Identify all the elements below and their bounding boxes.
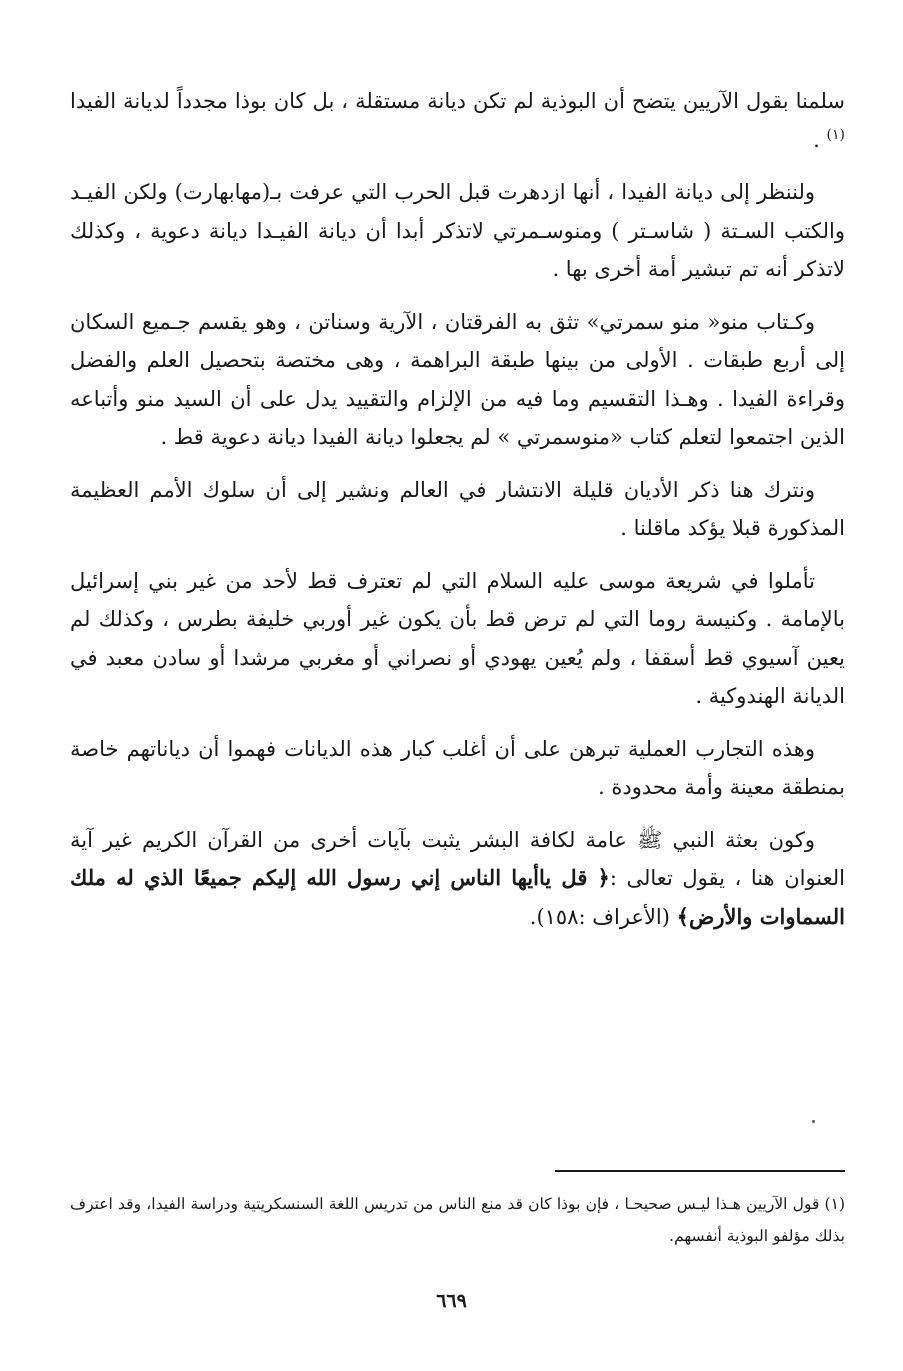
paragraph-3 <box>70 303 845 457</box>
footnote-1: (١) قول الآريين هـذا ليـس صحيحـا ، فإن بوذا كان قد منع الناس من تدريس اللغة السنسكريتية ودراسة الفيدا، وقد اعترف بذلك مؤلفو البوذية أنفسهم. <box>70 1195 845 1245</box>
body-text <box>70 82 845 950</box>
paragraph-7-text: وكون بعثة النبي ﷺ عامة لكافة البشر يثبت بآيات أخرى من القرآن الكريم غير آية العنوان هنا ، يقول تعالى : <box>70 827 845 890</box>
paragraph-5 <box>70 562 845 716</box>
paragraph-2-text: ولننظر إلى ديانة الفيدا ، أنها ازدهرت قبل الحرب التي عرفت بـ(مهابهارت) ولكن الفيـد والكتب السـتة ( شاسـتر ) ومنوسـمرتي لاتذكر أبدا أن ديانة الفيـدا ديانة دعوية ، وكذلك لاتذكر أنه تم تبشير أمة أخرى بها . <box>70 180 845 281</box>
verse-citation: (الأعراف :١٥٨). <box>529 904 677 929</box>
paragraph-2 <box>70 173 845 289</box>
paragraph-1-end: . <box>813 127 827 152</box>
quran-verse: ﴿ قل ياأيها الناس إني رسول الله إليكم جميعًا الذي له ملك السماوات والأرض﴾ <box>70 865 845 929</box>
footnotes <box>70 1188 845 1252</box>
footnote-separator <box>555 1170 845 1172</box>
paragraph-5-text: تأملوا في شريعة موسى عليه السلام التي لم تعترف قط لأحد من غير بني إسرائيل بالإمامة . وكنيسة روما التي لم ترض قط بأن يكون غير أوربي خليفة بطرس ، وكذلك لم يعين آسيوي قط أسقفا ، ولم يُعين يهودي أو نصراني أو مغربي مرشدا أو سادن معبد في الديانة الهندوكية . <box>70 568 845 708</box>
scan-speck <box>812 1120 815 1123</box>
paragraph-1 <box>70 82 845 159</box>
paragraph-7 <box>70 821 845 937</box>
page-number: ٦٦٩ <box>436 1290 467 1312</box>
paragraph-4-text: ونترك هنا ذكر الأديان قليلة الانتشار في العالم ونشير إلى أن سلوك الأمم العظيمة المذكورة قبلا يؤكد ماقلنا . <box>70 477 845 540</box>
paragraph-6-text: وهذه التجارب العملية تبرهن على أن أغلب كبار هذه الديانات فهموا أن دياناتهم خاصة بمنطقة معينة وأمة محدودة . <box>70 736 845 799</box>
paragraph-1-text: سلمنا بقول الآريين يتضح أن البوذية لم تكن ديانة مستقلة ، بل كان بوذا مجدداً لديانة الفيدا <box>70 89 845 113</box>
footnote-reference: (١) <box>826 126 845 143</box>
paragraph-6 <box>70 730 845 807</box>
paragraph-3-text: وكـتاب منو« منو سمرتي» تثق به الفرقتان ، الآرية وسناتن ، وهو يقسم جـميع السكان إلى أربع طبقات . الأولى من بينها طبقة البراهمة ، وهى مختصة بتحصيل العلم والفضل وقراءة الفيدا . وهـذا التقسيم وما فيه من الإلزام والتقييد يدل على أن السيد منو وأتباعه الذين اجتمعوا لتعلم كتاب «منوسمرتي » لم يجعلوا ديانة الفيدا ديانة دعوية قط . <box>70 309 845 449</box>
paragraph-4 <box>70 471 845 548</box>
